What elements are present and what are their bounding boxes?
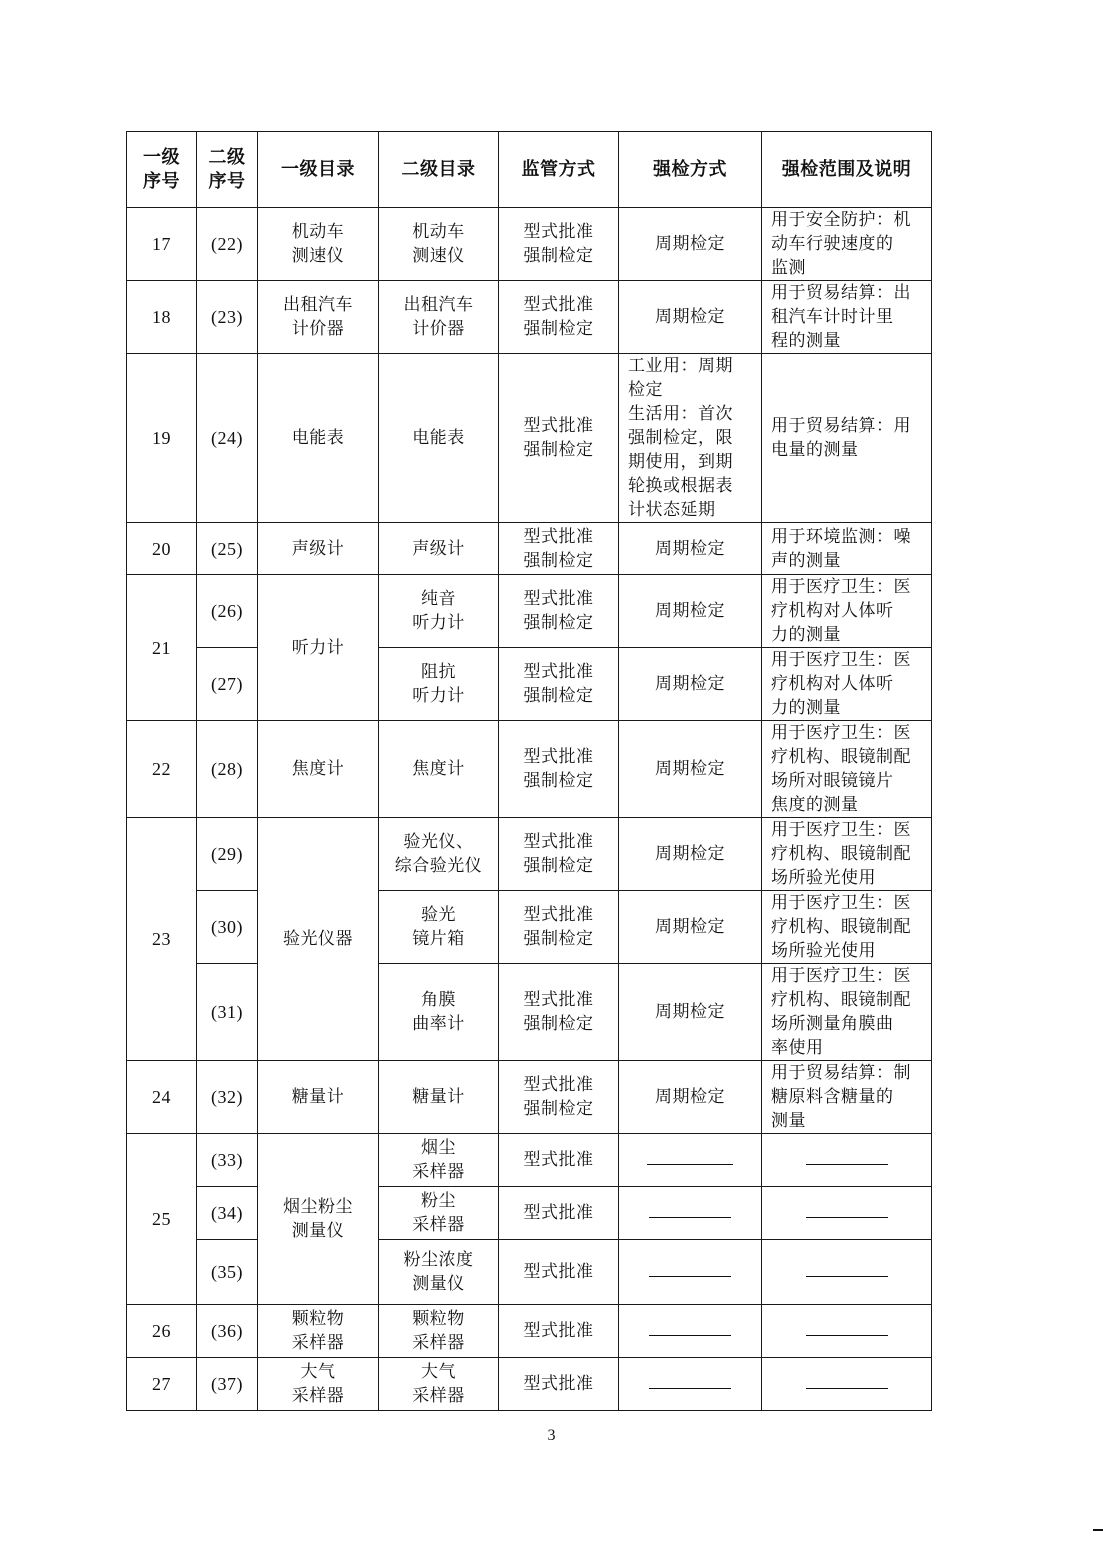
blank-dash-line bbox=[649, 1388, 731, 1389]
level2-seq-cell: (34) bbox=[197, 1187, 258, 1240]
blank-dash-line bbox=[649, 1276, 731, 1277]
header-level1-seq: 一级 序号 bbox=[127, 132, 197, 208]
table-row bbox=[127, 1061, 932, 1134]
level2-catalog-cell: 声级计 bbox=[379, 523, 499, 575]
level1-seq-cell: 24 bbox=[127, 1061, 197, 1134]
inspection-method-cell: 周期检定 bbox=[619, 1061, 762, 1134]
inspection-method-cell: 周期检定 bbox=[619, 964, 762, 1061]
inspection-scope-cell bbox=[762, 1305, 932, 1358]
blank-dash-line bbox=[806, 1335, 888, 1336]
level2-catalog-cell: 阻抗 听力计 bbox=[379, 648, 499, 721]
header-row bbox=[127, 132, 932, 208]
level1-seq-cell: 22 bbox=[127, 721, 197, 818]
blank-dash-line bbox=[649, 1335, 731, 1336]
level2-catalog-cell: 纯音 听力计 bbox=[379, 575, 499, 648]
blank-dash-line bbox=[647, 1164, 733, 1165]
supervision-method-cell: 型式批准 强制检定 bbox=[499, 281, 619, 354]
level2-seq-cell: (28) bbox=[197, 721, 258, 818]
level1-catalog-cell: 大气 采样器 bbox=[258, 1358, 379, 1411]
supervision-method-cell: 型式批准 bbox=[499, 1187, 619, 1240]
blank-dash-line bbox=[649, 1217, 731, 1218]
supervision-method-cell: 型式批准 强制检定 bbox=[499, 1061, 619, 1134]
table-row bbox=[127, 891, 932, 964]
supervision-method-cell: 型式批准 强制检定 bbox=[499, 208, 619, 281]
inspection-scope-cell: 用于环境监测：噪 声的测量 bbox=[762, 523, 932, 575]
level2-seq-cell: (36) bbox=[197, 1305, 258, 1358]
inspection-method-cell bbox=[619, 1358, 762, 1411]
inspection-scope-cell: 用于安全防护：机 动车行驶速度的 监测 bbox=[762, 208, 932, 281]
level2-seq-cell: (33) bbox=[197, 1134, 258, 1187]
level2-seq-cell: (26) bbox=[197, 575, 258, 648]
level1-seq-cell: 21 bbox=[127, 575, 197, 721]
level2-seq-cell: (24) bbox=[197, 354, 258, 523]
supervision-method-cell: 型式批准 强制检定 bbox=[499, 523, 619, 575]
inspection-method-cell: 周期检定 bbox=[619, 281, 762, 354]
supervision-method-cell: 型式批准 强制检定 bbox=[499, 818, 619, 891]
level1-catalog-cell: 出租汽车 计价器 bbox=[258, 281, 379, 354]
table-row bbox=[127, 721, 932, 818]
level2-catalog-cell: 焦度计 bbox=[379, 721, 499, 818]
level1-seq-cell: 20 bbox=[127, 523, 197, 575]
level1-seq-cell: 18 bbox=[127, 281, 197, 354]
level2-seq-cell: (27) bbox=[197, 648, 258, 721]
inspection-method-cell: 周期检定 bbox=[619, 818, 762, 891]
supervision-method-cell: 型式批准 bbox=[499, 1134, 619, 1187]
header-level2-catalog: 二级目录 bbox=[379, 132, 499, 208]
level1-catalog-cell: 听力计 bbox=[258, 575, 379, 721]
inspection-scope-cell bbox=[762, 1240, 932, 1305]
inspection-scope-cell: 用于医疗卫生：医 疗机构、眼镜制配 场所对眼镜镜片 焦度的测量 bbox=[762, 721, 932, 818]
level1-seq-cell: 23 bbox=[127, 818, 197, 1061]
table-row bbox=[127, 575, 932, 648]
level1-catalog-cell: 电能表 bbox=[258, 354, 379, 523]
inspection-method-cell bbox=[619, 1187, 762, 1240]
blank-dash-line bbox=[806, 1164, 888, 1165]
supervision-method-cell: 型式批准 强制检定 bbox=[499, 575, 619, 648]
blank-dash-line bbox=[806, 1217, 888, 1218]
level2-catalog-cell: 机动车 测速仪 bbox=[379, 208, 499, 281]
inspection-method-cell: 周期检定 bbox=[619, 575, 762, 648]
inspection-scope-cell: 用于贸易结算：制 糖原料含糖量的 测量 bbox=[762, 1061, 932, 1134]
inspection-method-cell: 周期检定 bbox=[619, 523, 762, 575]
page-number: 3 bbox=[547, 1427, 556, 1444]
level1-catalog-cell: 烟尘粉尘 测量仪 bbox=[258, 1134, 379, 1305]
level2-catalog-cell: 糖量计 bbox=[379, 1061, 499, 1134]
inspection-scope-cell: 用于医疗卫生：医 疗机构、眼镜制配 场所测量角膜曲 率使用 bbox=[762, 964, 932, 1061]
level2-catalog-cell: 烟尘 采样器 bbox=[379, 1134, 499, 1187]
supervision-method-cell: 型式批准 强制检定 bbox=[499, 891, 619, 964]
inspection-scope-cell: 用于医疗卫生：医 疗机构、眼镜制配 场所验光使用 bbox=[762, 818, 932, 891]
inspection-method-cell: 周期检定 bbox=[619, 721, 762, 818]
table-row bbox=[127, 1187, 932, 1240]
table-row bbox=[127, 354, 932, 523]
corner-dash-mark bbox=[1093, 1529, 1103, 1531]
inspection-method-cell: 周期检定 bbox=[619, 891, 762, 964]
table-row bbox=[127, 281, 932, 354]
level1-seq-cell: 19 bbox=[127, 354, 197, 523]
level2-catalog-cell: 颗粒物 采样器 bbox=[379, 1305, 499, 1358]
level2-seq-cell: (23) bbox=[197, 281, 258, 354]
inspection-method-cell: 周期检定 bbox=[619, 648, 762, 721]
level2-catalog-cell: 出租汽车 计价器 bbox=[379, 281, 499, 354]
inspection-scope-cell bbox=[762, 1134, 932, 1187]
inspection-scope-cell bbox=[762, 1187, 932, 1240]
inspection-scope-cell: 用于医疗卫生：医 疗机构对人体听 力的测量 bbox=[762, 575, 932, 648]
inspection-method-cell: 周期检定 bbox=[619, 208, 762, 281]
level1-seq-cell: 26 bbox=[127, 1305, 197, 1358]
level2-seq-cell: (29) bbox=[197, 818, 258, 891]
inspection-method-cell bbox=[619, 1134, 762, 1187]
supervision-method-cell: 型式批准 bbox=[499, 1358, 619, 1411]
header-inspection-method: 强检方式 bbox=[619, 132, 762, 208]
level2-catalog-cell: 粉尘浓度 测量仪 bbox=[379, 1240, 499, 1305]
header-supervision-method: 监管方式 bbox=[499, 132, 619, 208]
table-row bbox=[127, 1240, 932, 1305]
inspection-method-cell bbox=[619, 1240, 762, 1305]
level2-seq-cell: (32) bbox=[197, 1061, 258, 1134]
level2-catalog-cell: 大气 采样器 bbox=[379, 1358, 499, 1411]
inspection-scope-cell: 用于贸易结算：出 租汽车计时计里 程的测量 bbox=[762, 281, 932, 354]
level1-catalog-cell: 颗粒物 采样器 bbox=[258, 1305, 379, 1358]
inspection-method-cell bbox=[619, 1305, 762, 1358]
table-row bbox=[127, 818, 932, 891]
table-row bbox=[127, 648, 932, 721]
inspection-method-cell: 工业用：周期 检定 生活用：首次 强制检定，限 期使用，到期 轮换或根据表 计状态延期 bbox=[619, 354, 762, 523]
level2-seq-cell: (37) bbox=[197, 1358, 258, 1411]
level1-catalog-cell: 验光仪器 bbox=[258, 818, 379, 1061]
header-level1-catalog: 一级目录 bbox=[258, 132, 379, 208]
level2-seq-cell: (30) bbox=[197, 891, 258, 964]
level2-seq-cell: (35) bbox=[197, 1240, 258, 1305]
inspection-scope-cell: 用于医疗卫生：医 疗机构、眼镜制配 场所验光使用 bbox=[762, 891, 932, 964]
level1-catalog-cell: 糖量计 bbox=[258, 1061, 379, 1134]
device-catalog-table bbox=[126, 131, 932, 1411]
level1-seq-cell: 27 bbox=[127, 1358, 197, 1411]
supervision-method-cell: 型式批准 bbox=[499, 1305, 619, 1358]
supervision-method-cell: 型式批准 强制检定 bbox=[499, 721, 619, 818]
level1-catalog-cell: 机动车 测速仪 bbox=[258, 208, 379, 281]
supervision-method-cell: 型式批准 强制检定 bbox=[499, 354, 619, 523]
blank-dash-line bbox=[806, 1276, 888, 1277]
table-row bbox=[127, 1305, 932, 1358]
table-row bbox=[127, 964, 932, 1061]
level2-catalog-cell: 角膜 曲率计 bbox=[379, 964, 499, 1061]
level2-seq-cell: (25) bbox=[197, 523, 258, 575]
level2-catalog-cell: 验光仪、 综合验光仪 bbox=[379, 818, 499, 891]
table-row bbox=[127, 208, 932, 281]
level1-catalog-cell: 焦度计 bbox=[258, 721, 379, 818]
level2-seq-cell: (31) bbox=[197, 964, 258, 1061]
blank-dash-line bbox=[806, 1388, 888, 1389]
level2-catalog-cell: 电能表 bbox=[379, 354, 499, 523]
header-level2-seq: 二级 序号 bbox=[197, 132, 258, 208]
level1-seq-cell: 25 bbox=[127, 1134, 197, 1305]
table-row bbox=[127, 1134, 932, 1187]
level2-catalog-cell: 验光 镜片箱 bbox=[379, 891, 499, 964]
supervision-method-cell: 型式批准 bbox=[499, 1240, 619, 1305]
level1-catalog-cell: 声级计 bbox=[258, 523, 379, 575]
inspection-scope-cell: 用于医疗卫生：医 疗机构对人体听 力的测量 bbox=[762, 648, 932, 721]
level2-catalog-cell: 粉尘 采样器 bbox=[379, 1187, 499, 1240]
inspection-scope-cell bbox=[762, 1358, 932, 1411]
supervision-method-cell: 型式批准 强制检定 bbox=[499, 648, 619, 721]
table-row bbox=[127, 1358, 932, 1411]
header-inspection-scope: 强检范围及说明 bbox=[762, 132, 932, 208]
level2-seq-cell: (22) bbox=[197, 208, 258, 281]
table-row bbox=[127, 523, 932, 575]
supervision-method-cell: 型式批准 强制检定 bbox=[499, 964, 619, 1061]
level1-seq-cell: 17 bbox=[127, 208, 197, 281]
inspection-scope-cell: 用于贸易结算：用 电量的测量 bbox=[762, 354, 932, 523]
